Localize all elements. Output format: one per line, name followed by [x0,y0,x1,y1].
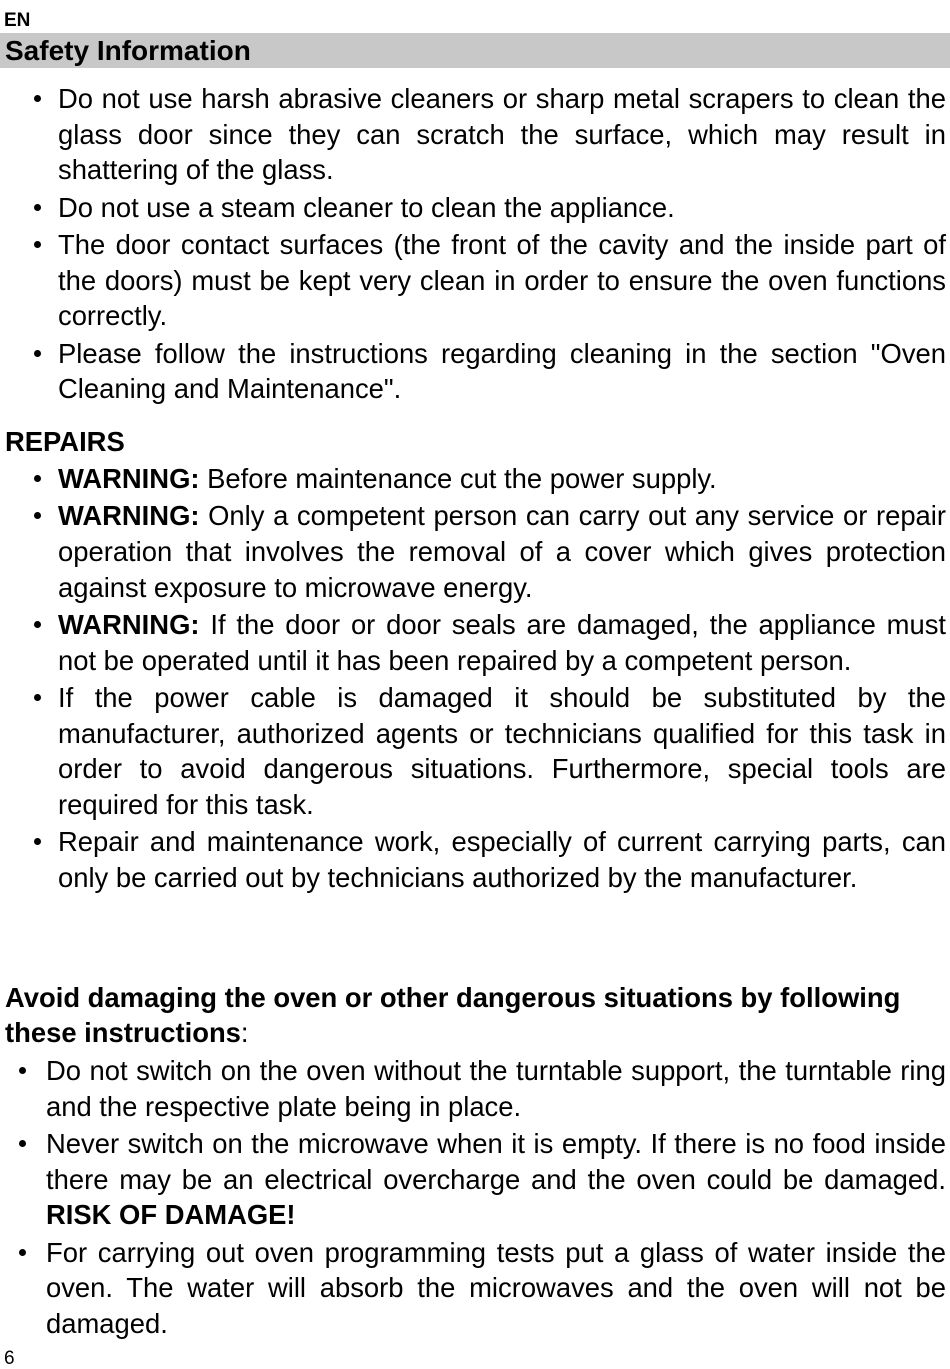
avoid-damage-heading [5,980,925,1050]
list-item-text: Never switch on the microwave when it is empty. If there is no food inside there may be an electrical overcharge and the oven could be damaged. [46,1127,946,1195]
list-item [0,824,946,895]
list-item: Do not use a steam cleaner to clean the appliance. [0,190,946,226]
warning-label: WARNING: [58,463,200,494]
avoid-heading-bold: Avoid damaging the oven or other dangerous situations by following these instructions [5,982,901,1049]
list-item [0,498,946,605]
cleaning-section [0,81,946,409]
list-item [0,680,946,822]
avoid-heading-colon: : [240,1017,249,1049]
language-code: EN [4,10,31,31]
list-item: Do not use harsh abrasive cleaners or sharp metal scrapers to clean the glass door since they can scratch the surface, which may result in shattering of the glass. [0,81,946,188]
repairs-heading: REPAIRS [5,426,125,457]
page-number: 6 [4,1348,15,1369]
list-item-text: If the door or door seals are damaged, the appliance must not be operated until it has been repaired by a competent person. [58,608,946,676]
list-item [0,1053,946,1124]
page-title: Safety Information [5,35,251,66]
repairs-section [0,461,946,897]
avoid-damage-section [0,1053,946,1343]
list-item-text: For carrying out oven programming tests put a glass of water inside the oven. The water will absorb the microwaves and the oven will not be damaged. [46,1236,946,1339]
section-title-bar [0,33,950,68]
warning-label: WARNING: [58,608,200,640]
list-item [0,1126,946,1233]
risk-of-damage-label: RISK OF DAMAGE! [46,1199,296,1231]
list-item: Please follow the instructions regarding cleaning in the section "Oven Cleaning and Maintenance". [0,336,946,407]
list-item [0,607,946,678]
list-item: The door contact surfaces (the front of the cavity and the inside part of the doors) must be kept very clean in order to ensure the oven functions correctly. [0,227,946,334]
list-item-text: If the power cable is damaged it should be substituted by the manufacturer, authorized agents or technicians qualified for this task in order to avoid dangerous situations. Furthermore, special tools are required for this task. [58,681,946,820]
list-item-text: Do not switch on the oven without the turntable support, the turntable ring and the respective plate being in place. [46,1055,946,1122]
avoid-damage-list [0,1053,946,1341]
repairs-list [0,461,946,895]
warning-label: WARNING: [58,500,200,532]
cleaning-list [0,81,946,407]
list-item [0,461,946,497]
list-item-text: Before maintenance cut the power supply. [199,463,717,494]
list-item-text: Repair and maintenance work, especially of current carrying parts, can only be carried out by technicians authorized by the manufacturer. [58,826,946,893]
list-item [0,1235,946,1342]
list-item-text: Only a competent person can carry out any service or repair operation that involves the removal of a cover which gives protection against exposure to microwave energy. [58,500,946,603]
